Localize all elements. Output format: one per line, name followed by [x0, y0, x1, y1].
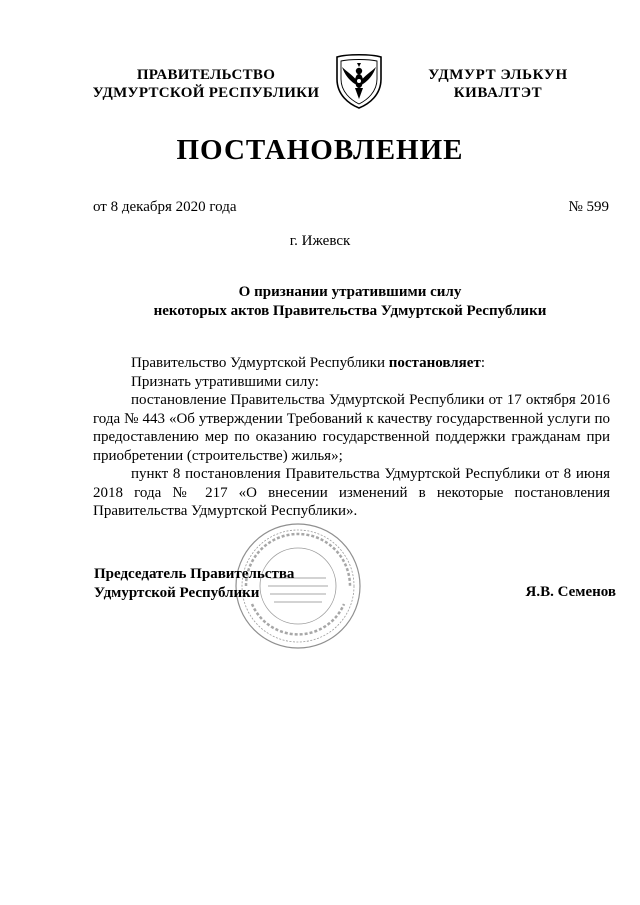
subject-line1: О признании утратившими силу	[238, 284, 462, 300]
document-body	[93, 354, 610, 521]
coat-of-arms-icon	[333, 53, 385, 110]
header-left-line2: УДМУРТСКОЙ РЕСПУБЛИКИ	[92, 85, 320, 101]
intro-prefix: Правительство Удмуртской Республики	[131, 355, 389, 371]
document-number: № 599	[568, 199, 609, 215]
signatory-position-line1: Председатель Правительства	[94, 566, 295, 582]
header-right-udmurt	[414, 66, 582, 102]
subject-line2: некоторых актов Правительства Удмуртской Республики	[153, 303, 547, 319]
header-left-line1: ПРАВИТЕЛЬСТВО	[136, 67, 276, 83]
header-right-line1: УДМУРТ ЭЛЬКУН	[428, 67, 568, 83]
body-paragraph-3: постановление Правительства Удмуртской Республики от 17 октября 2016 года № 443 «Об утверждении Требований к качеству государственной услуги по предоставлению мер по оказанию государственной поддержки гражданам при приобретении (строительстве) жилья»;	[93, 392, 610, 464]
body-paragraph-intro	[93, 354, 610, 373]
signatory-position	[94, 565, 294, 603]
document-city: г. Ижевск	[289, 233, 351, 249]
intro-bold-verb: постановляет	[388, 355, 481, 371]
signatory-name: Я.В. Семенов	[525, 584, 616, 600]
document-title: ПОСТАНОВЛЕНИЕ	[176, 134, 464, 166]
body-paragraph-4: пункт 8 постановления Правительства Удмуртской Республики от 8 июня 2018 года № 217 «О внесении изменений в некоторые постановления Правительства Удмуртской Республики».	[93, 466, 610, 519]
signatory-position-line2: Удмуртской Республики	[94, 585, 260, 601]
header-left-russian	[78, 66, 334, 102]
document-date: от 8 декабря 2020 года	[93, 199, 237, 215]
intro-suffix: :	[480, 355, 485, 371]
body-paragraph-2: Признать утратившими силу:	[131, 373, 319, 390]
header-right-line2: КИВАЛТЭТ	[453, 85, 543, 101]
document-subject	[100, 283, 600, 321]
